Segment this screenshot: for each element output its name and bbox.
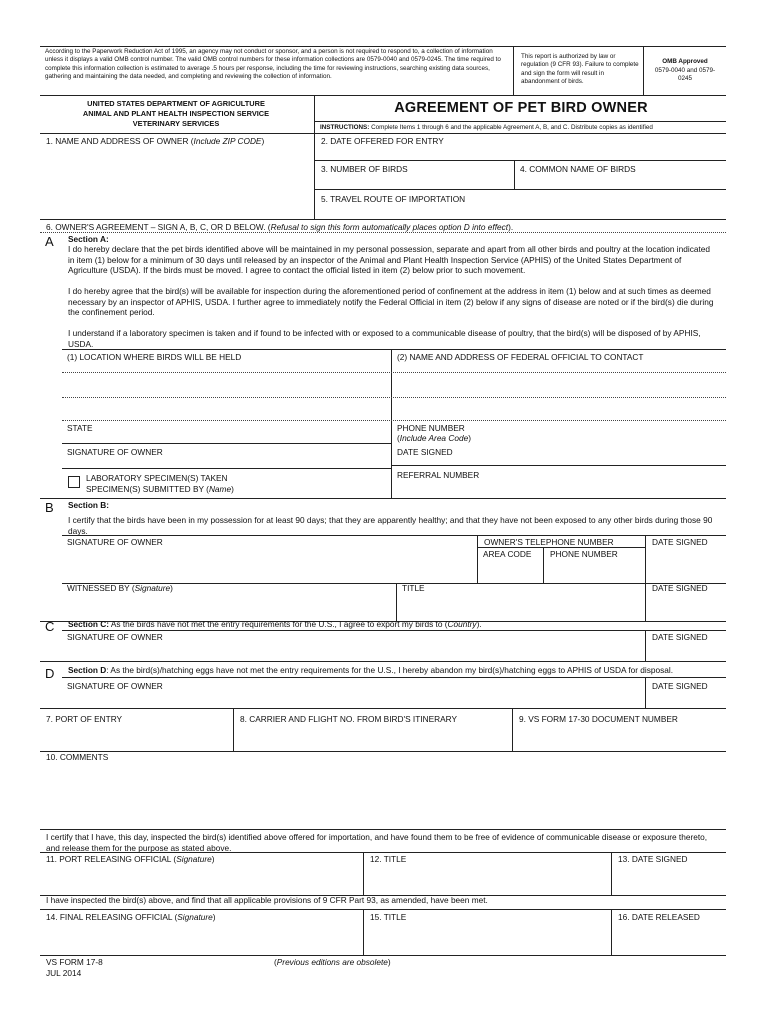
phone-number-label: PHONE NUMBER xyxy=(397,423,465,433)
comments-field[interactable] xyxy=(42,765,724,827)
omb-numbers: 0579-0040 and 0579-0245 xyxy=(654,67,716,83)
instructions-label: INSTRUCTIONS: xyxy=(320,124,370,131)
location-held-label: (1) LOCATION WHERE BIRDS WILL BE HELD xyxy=(67,352,242,362)
number-of-birds-field[interactable] xyxy=(316,175,512,187)
section-b-heading: Section B: xyxy=(68,500,110,510)
final-releasing-official-label: 14. FINAL RELEASING OFFICIAL (Signature) xyxy=(46,912,216,922)
port-releasing-official-label: 11. PORT RELEASING OFFICIAL (Signature) xyxy=(46,854,215,864)
vs-form-document-field[interactable] xyxy=(515,726,724,749)
release-certification: I certify that I have, this day, inspected the bird(s) identified above offered for importation, and have found them to be free of evidence of communicable disease or exposure thereto, and release them for the purpose as stated above. xyxy=(46,832,708,853)
section-d-text: Section D: As the bird(s)/hatching eggs have not met the entry requirements for the U.S., I hereby abandon my bird(s)/hatching eggs to APHIS of USDA for disposal. xyxy=(68,665,674,675)
section-b-letter: B xyxy=(45,500,54,515)
section-a-heading: Section A: xyxy=(68,234,109,244)
section-b-date-signed-label: DATE SIGNED xyxy=(652,537,708,547)
comments-label: 10. COMMENTS xyxy=(46,752,109,762)
release-date-signed-label: 13. DATE SIGNED xyxy=(618,854,688,864)
witnessed-by-label: WITNESSED BY (Signature) xyxy=(67,583,173,593)
section-c-signature-label: SIGNATURE OF OWNER xyxy=(67,632,163,642)
section-a-declaration: I do hereby declare that the pet birds identified above will be maintained in my personal possession, separate and apart from all other birds and poultry at the location indicated in item (1) below for a minimum of 30 days until released by an inspector of the Animal and Plant Health Inspection Service (APHIS) of the United States Department of Agriculture (USDA). If the birds must be moved. I agree to contact the official listed in item (2) below prior to such movement. xyxy=(68,244,711,276)
releasing-title-label: 12. TITLE xyxy=(370,854,407,864)
section-a-inspection-agreement: I do hereby agree that the bird(s) will be available for inspection during the aforementioned period of confinement at the address in item (1) below and at such times as deemed necessary by an inspector of APHIS, USDA. I further agree to immediately notify the Federal Official in item (2) below if any signs of disease are noted or if the bird(s) die during the confinement period. xyxy=(68,286,714,318)
agency-line1: UNITED STATES DEPARTMENT OF AGRICULTURE xyxy=(87,99,265,108)
inspection-statement: I have inspected the bird(s) above, and find that all applicable provisions of 9 CFR Part 93, as amended, have been met. xyxy=(46,895,488,905)
paperwork-notice: According to the Paperwork Reduction Act of 1995, an agency may not conduct or sponsor, and a person is not required to respond to, a collection of information unless it displays a valid OMB control number. The valid OMB control numbers for these information collections are 0579-0040 and 0579-0245. The time required to complete this information collection is estimated to average .5 hours per response, including the time for reviewing instructions, searching existing data sources, gathering and maintaining the data needed, and completing and reviewing the collection of information. xyxy=(45,48,501,81)
federal-official-label: (2) NAME AND ADDRESS OF FEDERAL OFFICIAL TO CONTACT xyxy=(397,352,644,362)
common-name-field[interactable] xyxy=(516,175,724,187)
common-name-label: 4. COMMON NAME OF BIRDS xyxy=(520,164,636,174)
agency-line3: VETERINARY SERVICES xyxy=(132,119,220,128)
section-a-signature-label: SIGNATURE OF OWNER xyxy=(67,447,163,457)
date-offered-field[interactable] xyxy=(316,147,724,159)
obsolete-notice: (Previous editions are obsolete) xyxy=(274,957,391,967)
form-number: VS FORM 17-8 xyxy=(46,957,103,967)
agency-line2: ANIMAL AND PLANT HEALTH INSPECTION SERVICE xyxy=(82,109,270,118)
final-title-label: 15. TITLE xyxy=(370,912,407,922)
omb-title: OMB Approved xyxy=(662,58,708,65)
form-revision-date: JUL 2014 xyxy=(46,968,82,978)
owner-telephone-label: OWNER'S TELEPHONE NUMBER xyxy=(484,537,614,547)
witnessed-by-field[interactable] xyxy=(64,595,394,619)
owners-agreement-label: 6. OWNER'S AGREEMENT – SIGN A, B, C, OR D BELOW. (Refusal to sign this form automatically places option D into effect). xyxy=(46,222,514,232)
phone-hint: (Include Area Code) xyxy=(397,433,471,443)
section-d-date-signed-label: DATE SIGNED xyxy=(652,681,708,691)
section-b-phone-number-label: PHONE NUMBER xyxy=(550,549,618,559)
state-label: STATE xyxy=(67,423,93,433)
instructions xyxy=(320,124,724,132)
travel-route-field[interactable] xyxy=(316,205,724,217)
authorization-notice: This report is authorized by law or regulation (9 CFR 93). Failure to complete and sign the form will result in abandonment of birds. xyxy=(521,53,639,86)
specimen-submitted-label: SPECIMEN(S) SUBMITTED BY (Name) xyxy=(86,484,234,494)
section-c-text: Section C: As the birds have not met the entry requirements for the U.S., I agree to export my birds to (Country). xyxy=(68,619,482,629)
port-of-entry-label: 7. PORT OF ENTRY xyxy=(46,714,123,724)
date-released-field[interactable] xyxy=(614,924,724,953)
owner-name-address-label: 1. NAME AND ADDRESS OF OWNER (Include ZIP CODE) xyxy=(46,136,265,146)
section-a-letter: A xyxy=(45,234,54,249)
section-a-date-signed-label: DATE SIGNED xyxy=(397,447,453,457)
port-of-entry-field[interactable] xyxy=(42,726,231,749)
final-releasing-official-field[interactable] xyxy=(42,924,361,953)
section-b-signature-field[interactable] xyxy=(64,549,474,581)
travel-route-label: 5. TRAVEL ROUTE OF IMPORTATION xyxy=(321,194,466,204)
port-releasing-official-field[interactable] xyxy=(42,866,361,893)
instructions-text: Complete Items 1 through 6 and the applicable Agreement A, B, and C. Distribute copies as identified xyxy=(371,124,653,131)
section-c-date-signed-label: DATE SIGNED xyxy=(652,632,708,642)
section-d-letter: D xyxy=(45,666,55,681)
section-d-signature-label: SIGNATURE OF OWNER xyxy=(67,681,163,691)
date-offered-label: 2. DATE OFFERED FOR ENTRY xyxy=(321,136,444,146)
lab-specimen-label: LABORATORY SPECIMEN(S) TAKEN xyxy=(86,473,228,483)
vs-form-document-label: 9. VS FORM 17-30 DOCUMENT NUMBER xyxy=(519,714,678,724)
carrier-flight-field[interactable] xyxy=(236,726,510,749)
owner-name-address-field[interactable] xyxy=(42,148,312,218)
form-title: AGREEMENT OF PET BIRD OWNER xyxy=(394,100,648,116)
date-released-label: 16. DATE RELEASED xyxy=(618,912,700,922)
carrier-flight-label: 8. CARRIER AND FLIGHT NO. FROM BIRD'S ITINERARY xyxy=(240,714,458,724)
final-title-field[interactable] xyxy=(366,924,609,953)
section-c-letter: C xyxy=(45,619,55,634)
section-b-certification: I certify that the birds have been in my possession for at least 90 days; that they are apparently healthy; and that they have not been exposed to any other birds during those 90 days. xyxy=(68,515,713,536)
number-of-birds-label: 3. NUMBER OF BIRDS xyxy=(321,164,408,174)
referral-number-label: REFERRAL NUMBER xyxy=(397,470,480,480)
section-b-signature-label: SIGNATURE OF OWNER xyxy=(67,537,163,547)
section-a-disposal-notice: I understand if a laboratory specimen is taken and if found to be infected with or exposed to a communicable disease of poultry, that the bird(s) will be disposed of by APHIS, USDA. xyxy=(68,328,701,349)
witness-date-signed-label: DATE SIGNED xyxy=(652,583,708,593)
witness-title-label: TITLE xyxy=(402,583,425,593)
release-date-signed-field[interactable] xyxy=(614,866,724,893)
area-code-label: AREA CODE xyxy=(483,549,532,559)
lab-specimen-checkbox[interactable] xyxy=(68,476,80,488)
releasing-title-field[interactable] xyxy=(366,866,609,893)
